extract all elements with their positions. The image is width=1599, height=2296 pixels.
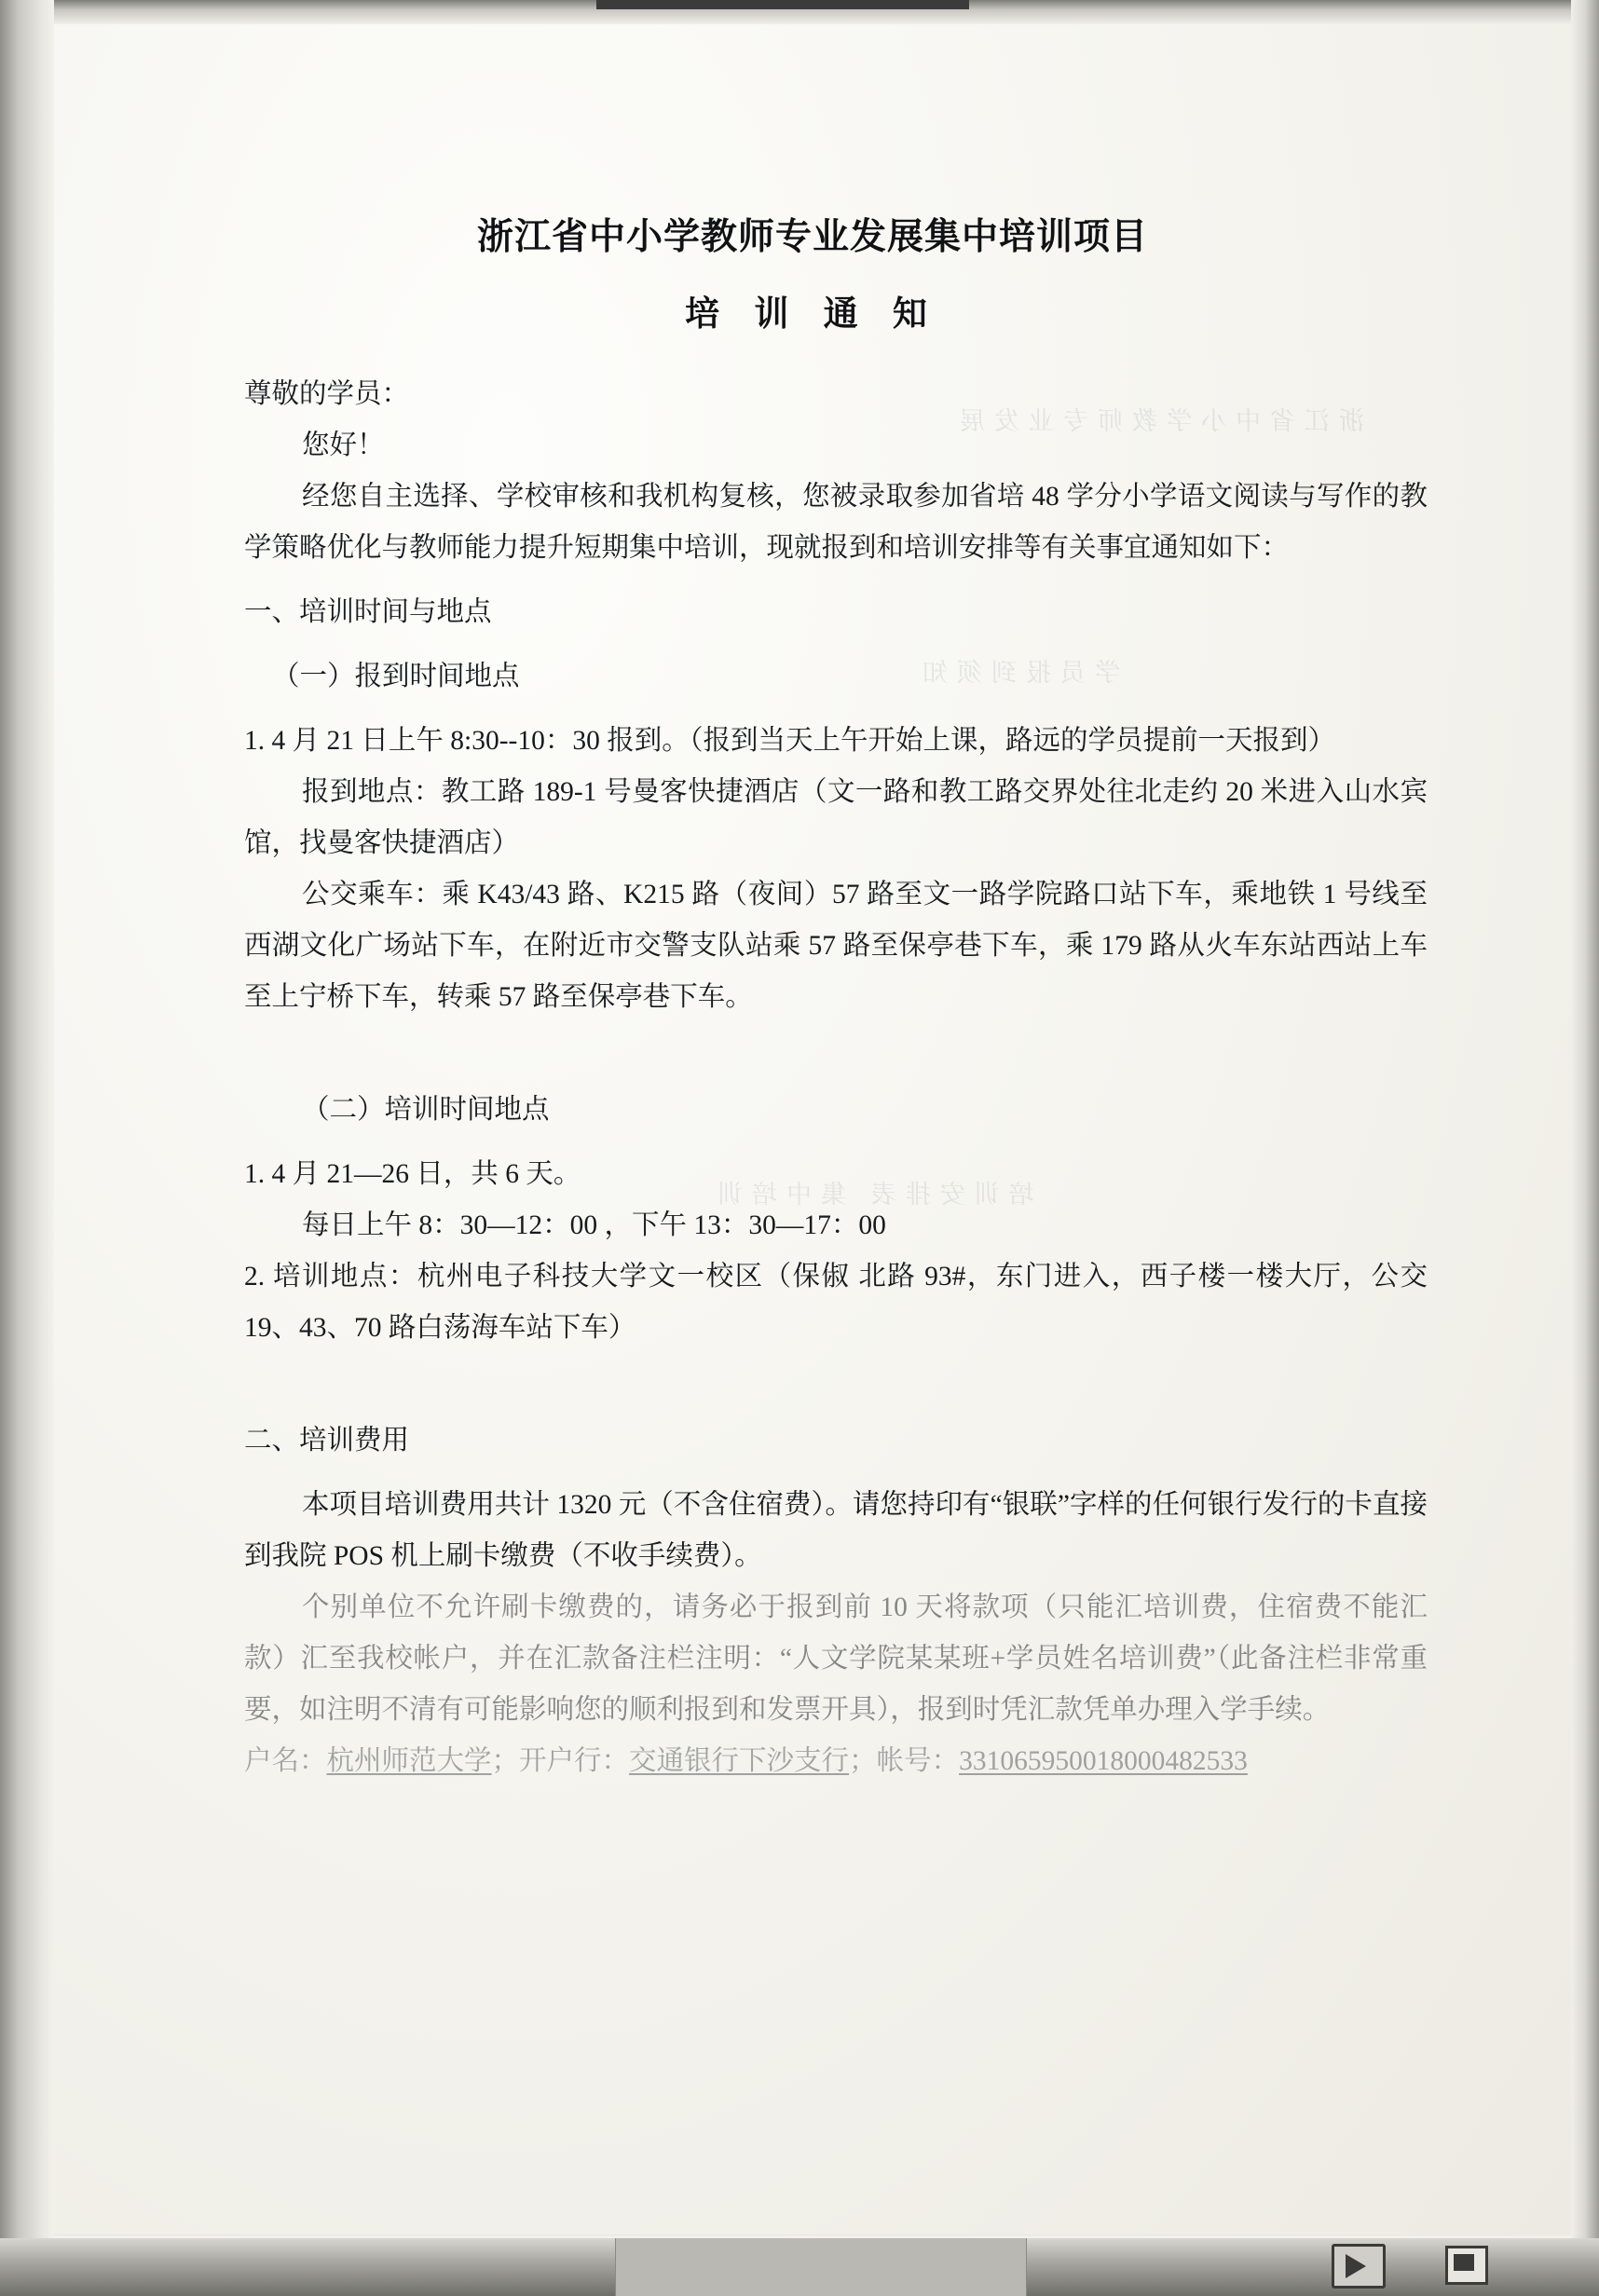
document-body bbox=[244, 369, 1428, 1787]
document-content bbox=[48, 17, 1577, 2234]
fee-paragraph-1: 本项目培训费用共计 1320 元（不含住宿费）。请您持印有“银联”字样的任何银行发行的卡直接到我院 POS 机上刷卡缴费（不收手续费）。 bbox=[244, 1490, 1428, 1571]
training-place-item: 2. 培训地点：杭州电子科技大学文一校区（保俶 北路 93#，东门进入，西子楼一楼大厅，公交 19、43、70 路白荡海车站下车） bbox=[244, 1262, 1428, 1343]
scanner-control-plate bbox=[615, 2238, 1027, 2296]
document-title: 浙江省中小学教师专业发展集中培训项目 bbox=[476, 217, 1148, 257]
play-icon[interactable] bbox=[1332, 2244, 1386, 2289]
document-subtitle: 培 训 通 知 bbox=[685, 295, 940, 334]
training-hours-item: 每日上午 8：30—12：00 ，下午 13：30—17：00 bbox=[302, 1210, 886, 1240]
report-place-item: 报到地点：教工路 189-1 号曼客快捷酒店（文一路和教工路交界处往北走约 20 米进入山水宾馆，找曼客快捷酒店） bbox=[244, 777, 1428, 858]
greeting: 您好！ bbox=[302, 430, 385, 460]
account-bank-label: ；开户行： bbox=[491, 1746, 630, 1776]
account-name-value: 杭州师范大学 bbox=[326, 1746, 492, 1776]
scan-edge-left bbox=[0, 0, 54, 2296]
salutation: 尊敬的学员： bbox=[244, 379, 410, 409]
report-time-item: 1. 4 月 21 日上午 8:30--10：30 报到。（报到当天上午开始上课，路远的学员提前一天报到） bbox=[244, 726, 1335, 756]
account-no-value: 331065950018000482533 bbox=[959, 1746, 1248, 1776]
account-no-label: ；帐号： bbox=[849, 1746, 960, 1776]
scanner-bottom-band bbox=[0, 2238, 1599, 2296]
report-bus-item: 公交乘车：乘 K43/43 路、K215 路（夜间）57 路至文一路学院路口站下车，乘地铁 1 号线至西湖文化广场站下车，在附近市交警支队站乘 57 路至保亭巷下车，乘 179 路从火车东站西站上车至上宁桥下车，转乘 57 路至保亭巷下车。 bbox=[244, 880, 1428, 1012]
training-dates-item: 1. 4 月 21—26 日，共 6 天。 bbox=[244, 1159, 581, 1189]
subsection-1-heading: （一）报到时间地点 bbox=[272, 662, 520, 691]
bank-account-line bbox=[244, 1736, 1428, 1787]
account-name-label: 户名： bbox=[244, 1746, 327, 1776]
section-2-heading: 二、培训费用 bbox=[244, 1426, 410, 1456]
fee-paragraph-2: 个别单位不允许刷卡缴费的，请务必于报到前 10 天将款项（只能汇培训费，住宿费不能汇款）汇至我校帐户，并在汇款备注栏注明：“人文学院某某班+学员姓名培训费”（此备注栏非常重要，如注明不清有可能影响您的顺利报到和发票开具），报到时凭汇款凭单办理入学手续。 bbox=[244, 1592, 1428, 1725]
account-bank-value: 交通银行下沙支行 bbox=[629, 1746, 850, 1776]
intro-paragraph: 经您自主选择、学校审核和我机构复核，您被录取参加省培 48 学分小学语文阅读与写作的教学策略优化与教师能力提升短期集中培训，现就报到和培训安排等有关事宜通知如下： bbox=[244, 482, 1428, 563]
section-1-heading: 一、培训时间与地点 bbox=[244, 597, 492, 627]
image-icon[interactable] bbox=[1445, 2246, 1488, 2285]
subsection-2-heading: （二）培训时间地点 bbox=[302, 1095, 550, 1125]
scan-edge-top-dark bbox=[596, 0, 969, 9]
